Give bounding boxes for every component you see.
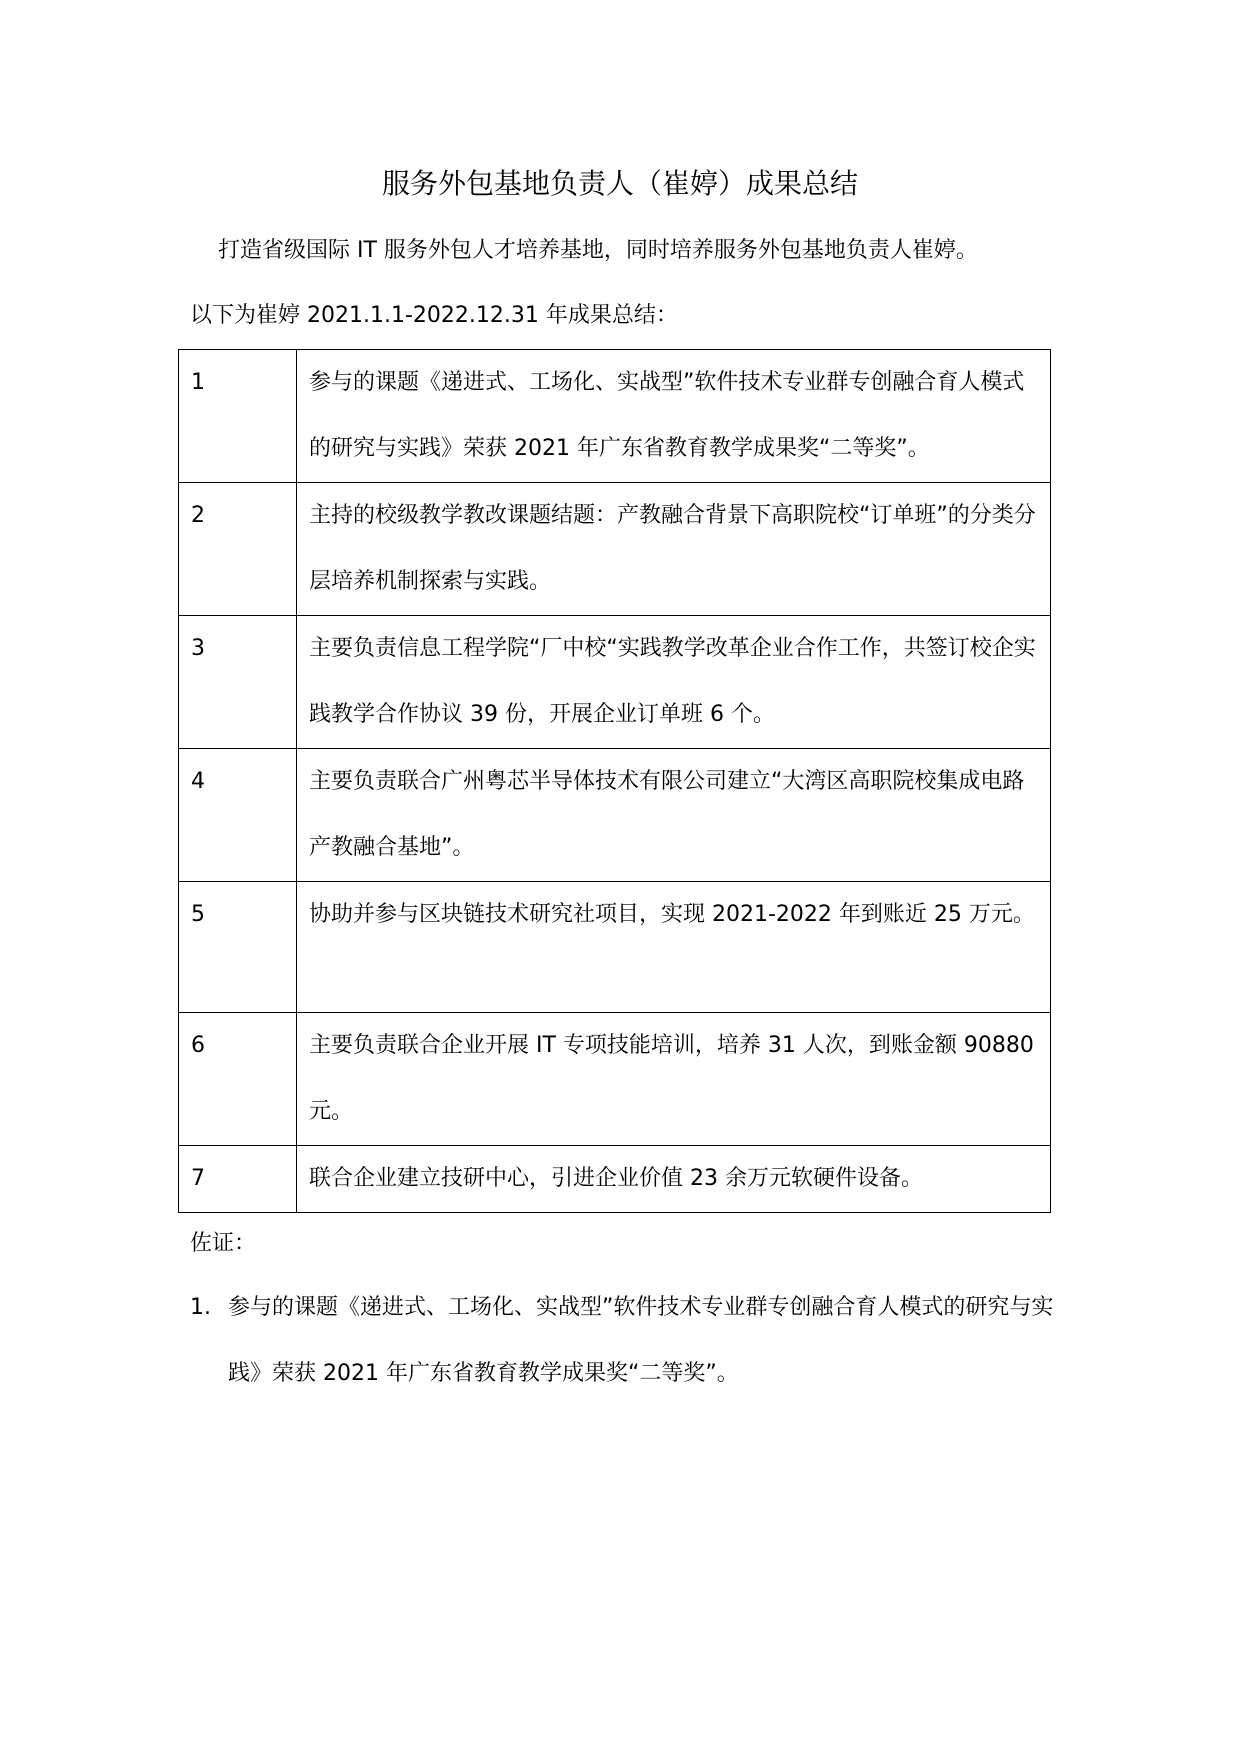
row-number: 4 (179, 749, 297, 882)
row-number: 6 (179, 1013, 297, 1146)
row-description-text: 协助并参与区块链技术研究社项目，实现 2021-2022 年到账近 25 万元。 (309, 902, 1035, 927)
row-description-text: 主要负责联合企业开展 IT 专项技能培训，培养 31 人次，到账金额 90880 元。 (309, 1033, 1034, 1124)
row-description-text: 主持的校级教学教改课题结题：产教融合背景下高职院校“订单班”的分类分层培养机制探索与实践。 (309, 503, 1036, 594)
table-row (179, 350, 1051, 483)
list-item (190, 1275, 1070, 1407)
row-description-text: 参与的课题《递进式、工场化、实战型”软件技术专业群专创融合育人模式的研究与实践》荣获 2021 年广东省教育教学成果奖“二等奖”。 (309, 370, 1025, 461)
page-title: 服务外包基地负责人（崔婷）成果总结 (381, 167, 858, 200)
table-row (179, 882, 1051, 1013)
row-description (297, 616, 1051, 749)
evidence-label: 佐证： (190, 1231, 257, 1256)
row-description (297, 350, 1051, 483)
achievements-table (178, 349, 1051, 1213)
list-item-number: 1. (190, 1295, 211, 1320)
table-row (179, 616, 1051, 749)
row-description-text: 主要负责信息工程学院“厂中校“实践教学改革企业合作工作，共签订校企实践教学合作协议 39 份，开展企业订单班 6 个。 (309, 636, 1036, 727)
intro-paragraph: 打造省级国际 IT 服务外包人才培养基地，同时培养服务外包基地负责人崔婷。 (218, 238, 978, 263)
table-row (179, 749, 1051, 882)
table-row (179, 1013, 1051, 1146)
row-description-text: 主要负责联合广州粤芯半导体技术有限公司建立“大湾区高职院校集成电路产教融合基地”。 (309, 769, 1025, 860)
table-row (179, 1146, 1051, 1213)
row-description-text: 联合企业建立技研中心，引进企业价值 23 余万元软硬件设备。 (309, 1166, 923, 1191)
list-item-text: 参与的课题《递进式、工场化、实战型”软件技术专业群专创融合育人模式的研究与实践》荣获 2021 年广东省教育教学成果奖“二等奖”。 (228, 1295, 1054, 1386)
row-number: 7 (179, 1146, 297, 1213)
row-description (297, 749, 1051, 882)
row-description (297, 882, 1051, 1013)
row-description (297, 1146, 1051, 1213)
row-description (297, 1013, 1051, 1146)
row-number: 2 (179, 483, 297, 616)
summary-period-line: 以下为崔婷 2021.1.1-2022.12.31 年成果总结： (190, 303, 678, 328)
row-description (297, 483, 1051, 616)
row-number: 5 (179, 882, 297, 1013)
evidence-list (190, 1275, 1070, 1407)
row-number: 1 (179, 350, 297, 483)
row-number: 3 (179, 616, 297, 749)
table-row (179, 483, 1051, 616)
